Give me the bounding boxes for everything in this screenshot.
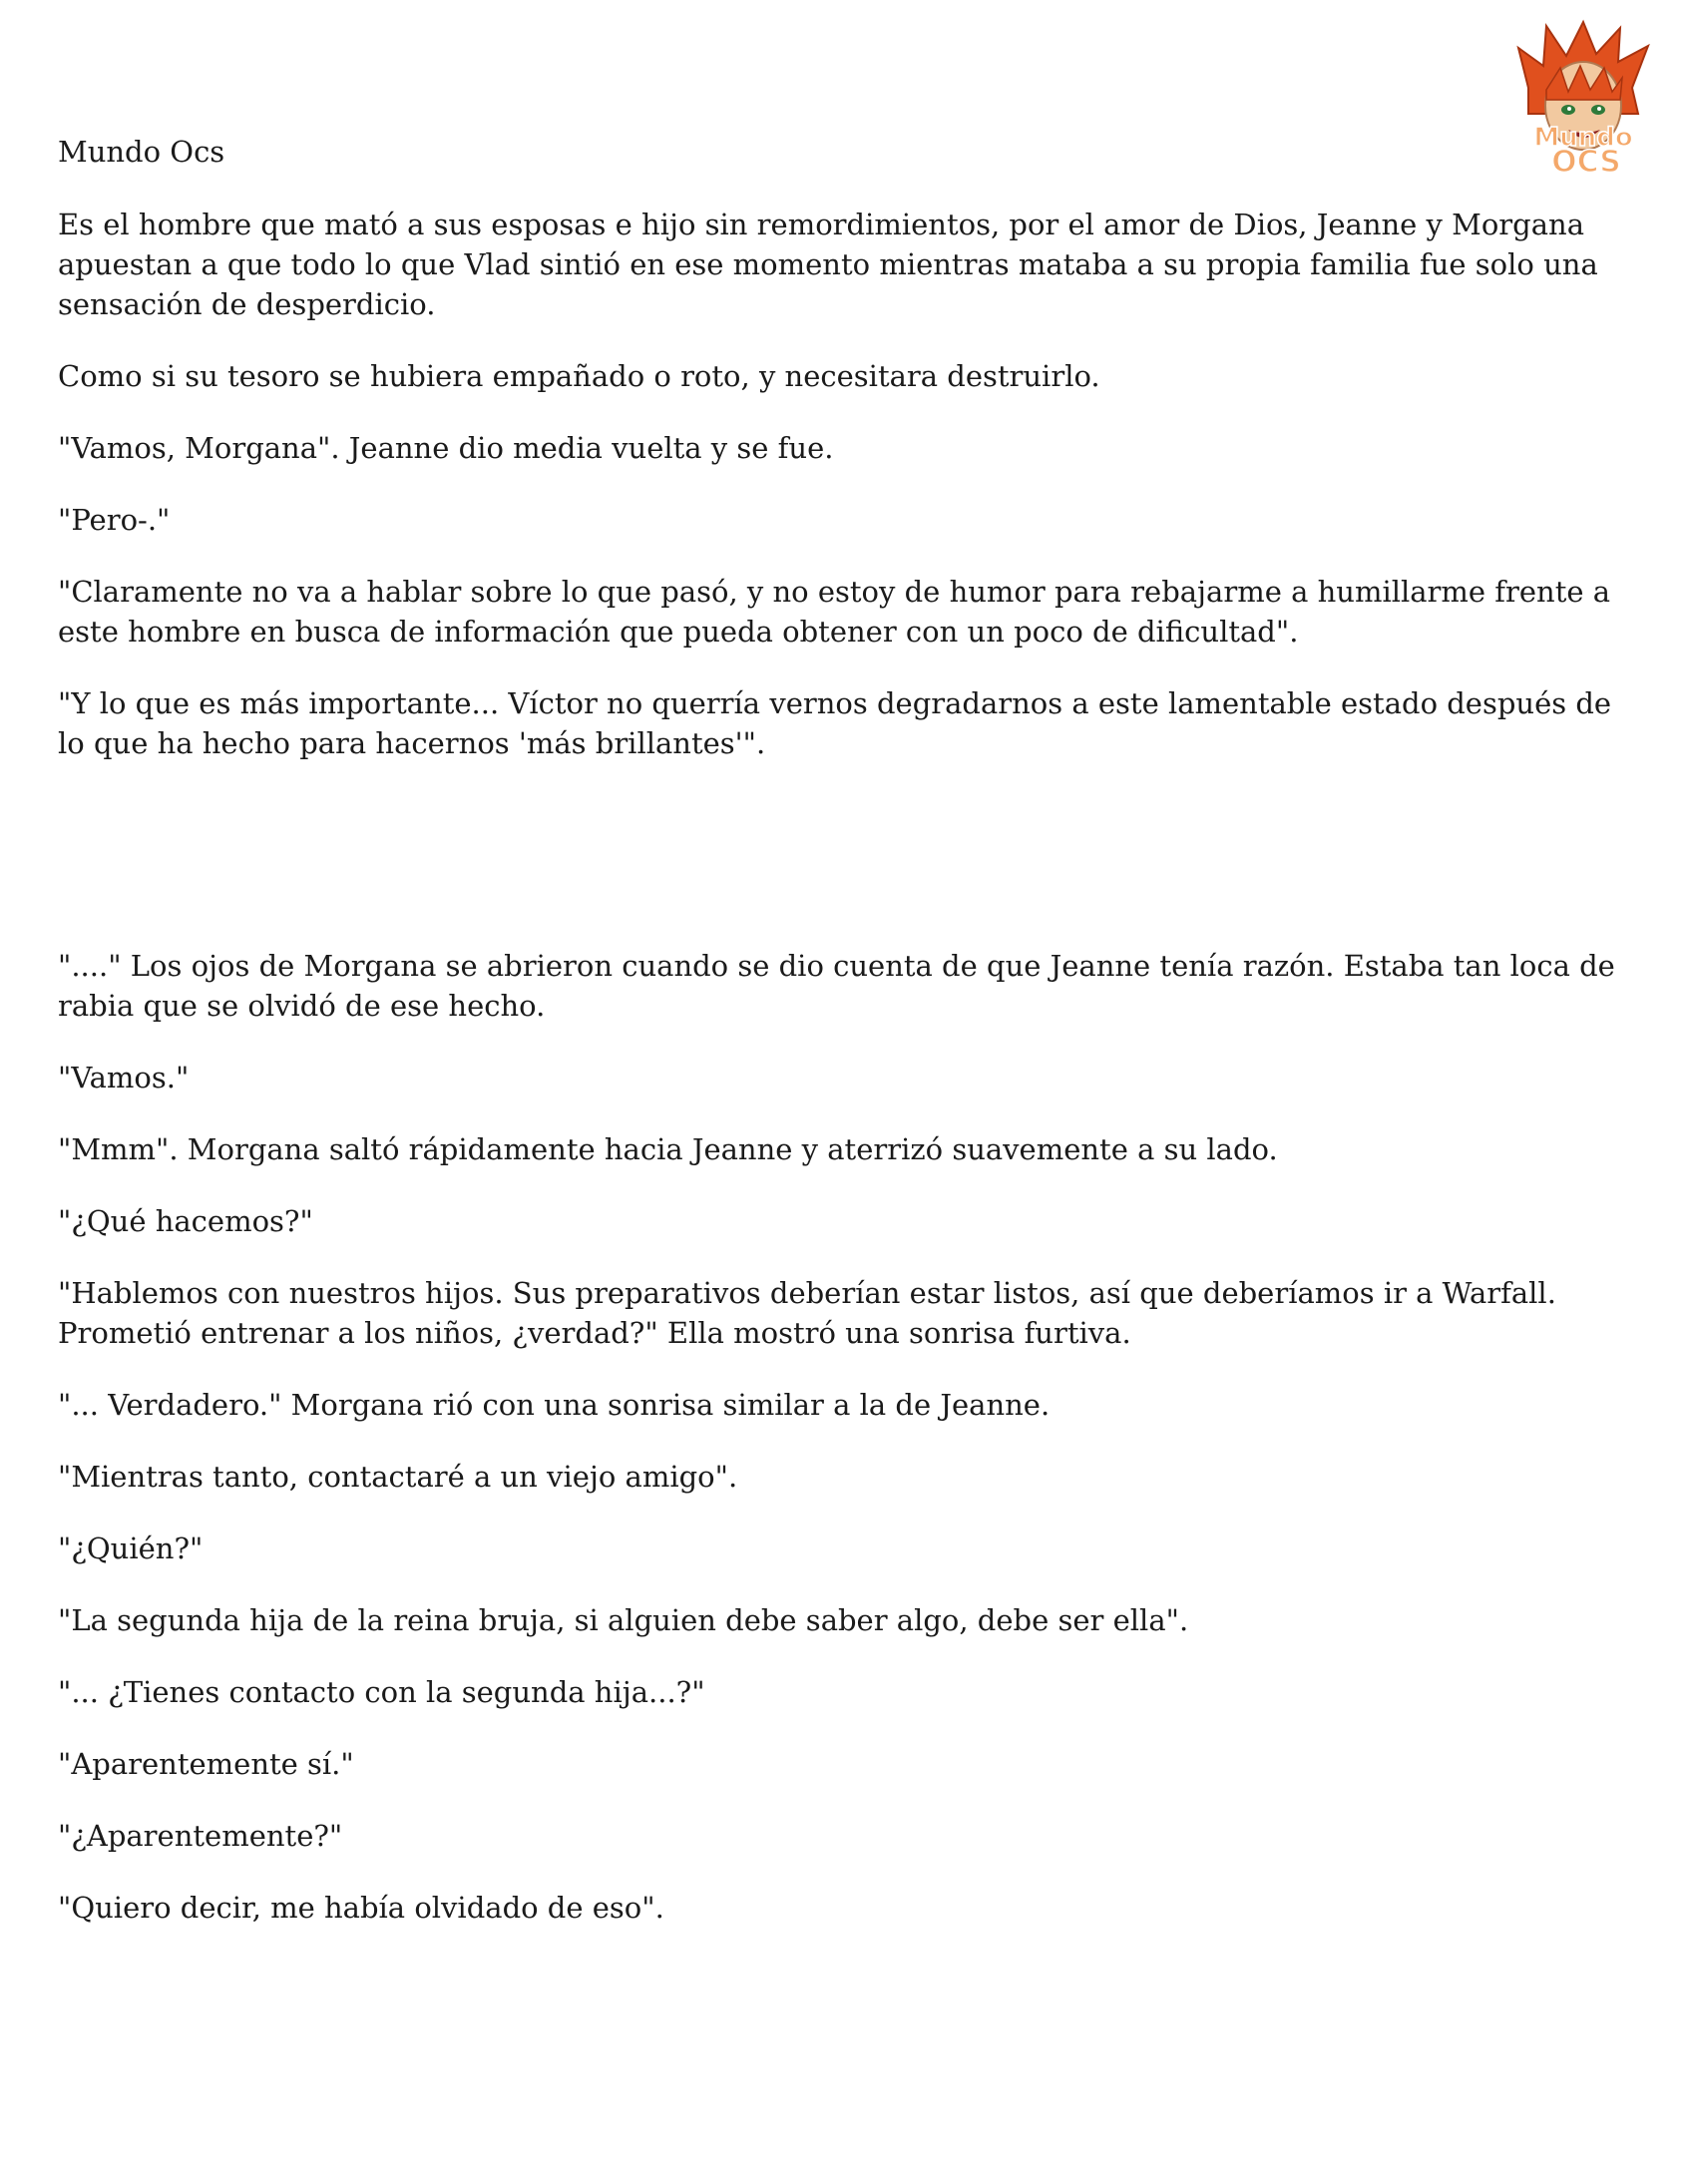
text-block-bottom: [58, 946, 1644, 1960]
paragraph: "¿Qué hacemos?": [58, 1204, 313, 1238]
paragraph: "Hablemos con nuestros hijos. Sus preparativos deberían estar listos, así que deberíamos ir a Warfall. Prometió entrenar a los niños, ¿verdad?" Ella mostró una sonrisa furtiva.: [58, 1276, 1556, 1350]
paragraph: Es el hombre que mató a sus esposas e hijo sin remordimientos, por el amor de Dios, Jeanne y Morgana apuestan a que todo lo que Vlad sintió en ese momento mientras mataba a su propia familia fue solo una sensación de desperdicio.: [58, 208, 1598, 321]
paragraph: "Y lo que es más importante... Víctor no querría vernos degradarnos a este lamentable estado después de lo que ha hecho para hacernos 'más brillantes'".: [58, 686, 1612, 760]
paragraph: "...." Los ojos de Morgana se abrieron cuando se dio cuenta de que Jeanne tenía razón. Estaba tan loca de rabia que se olvidó de ese hecho.: [58, 949, 1615, 1023]
paragraph: "Mientras tanto, contactaré a un viejo amigo".: [58, 1460, 738, 1494]
mundo-ocs-logo-icon: [1508, 18, 1658, 180]
paragraph: "... Verdadero." Morgana rió con una sonrisa similar a la de Jeanne.: [58, 1388, 1051, 1422]
paragraph: Como si su tesoro se hubiera empañado o roto, y necesitara destruirlo.: [58, 359, 1100, 393]
paragraph: "Vamos.": [58, 1061, 190, 1094]
paragraph: "¿Aparentemente?": [58, 1819, 343, 1853]
text-block-top: [58, 205, 1644, 795]
paragraph: "¿Quién?": [58, 1531, 204, 1565]
paragraph: "La segunda hija de la reina bruja, si alguien debe saber algo, debe ser ella".: [58, 1603, 1189, 1637]
document-header-title: Mundo Ocs: [58, 135, 225, 169]
logo-text-line1: Mundo: [1533, 123, 1633, 153]
paragraph: "Claramente no va a hablar sobre lo que pasó, y no estoy de humor para rebajarme a humillarme frente a este hombre en busca de información que pueda obtener con un poco de dificultad".: [58, 575, 1611, 649]
paragraph: "... ¿Tienes contacto con la segunda hija...?": [58, 1675, 705, 1709]
paragraph: "Vamos, Morgana". Jeanne dio media vuelta y se fue.: [58, 431, 834, 465]
paragraph: "Pero-.": [58, 503, 171, 537]
paragraph: "Quiero decir, me había olvidado de eso".: [58, 1891, 664, 1925]
paragraph: "Mmm". Morgana saltó rápidamente hacia Jeanne y aterrizó suavemente a su lado.: [58, 1132, 1278, 1166]
paragraph: "Aparentemente sí.": [58, 1747, 354, 1781]
logo-text-line2: OCS: [1551, 145, 1621, 180]
